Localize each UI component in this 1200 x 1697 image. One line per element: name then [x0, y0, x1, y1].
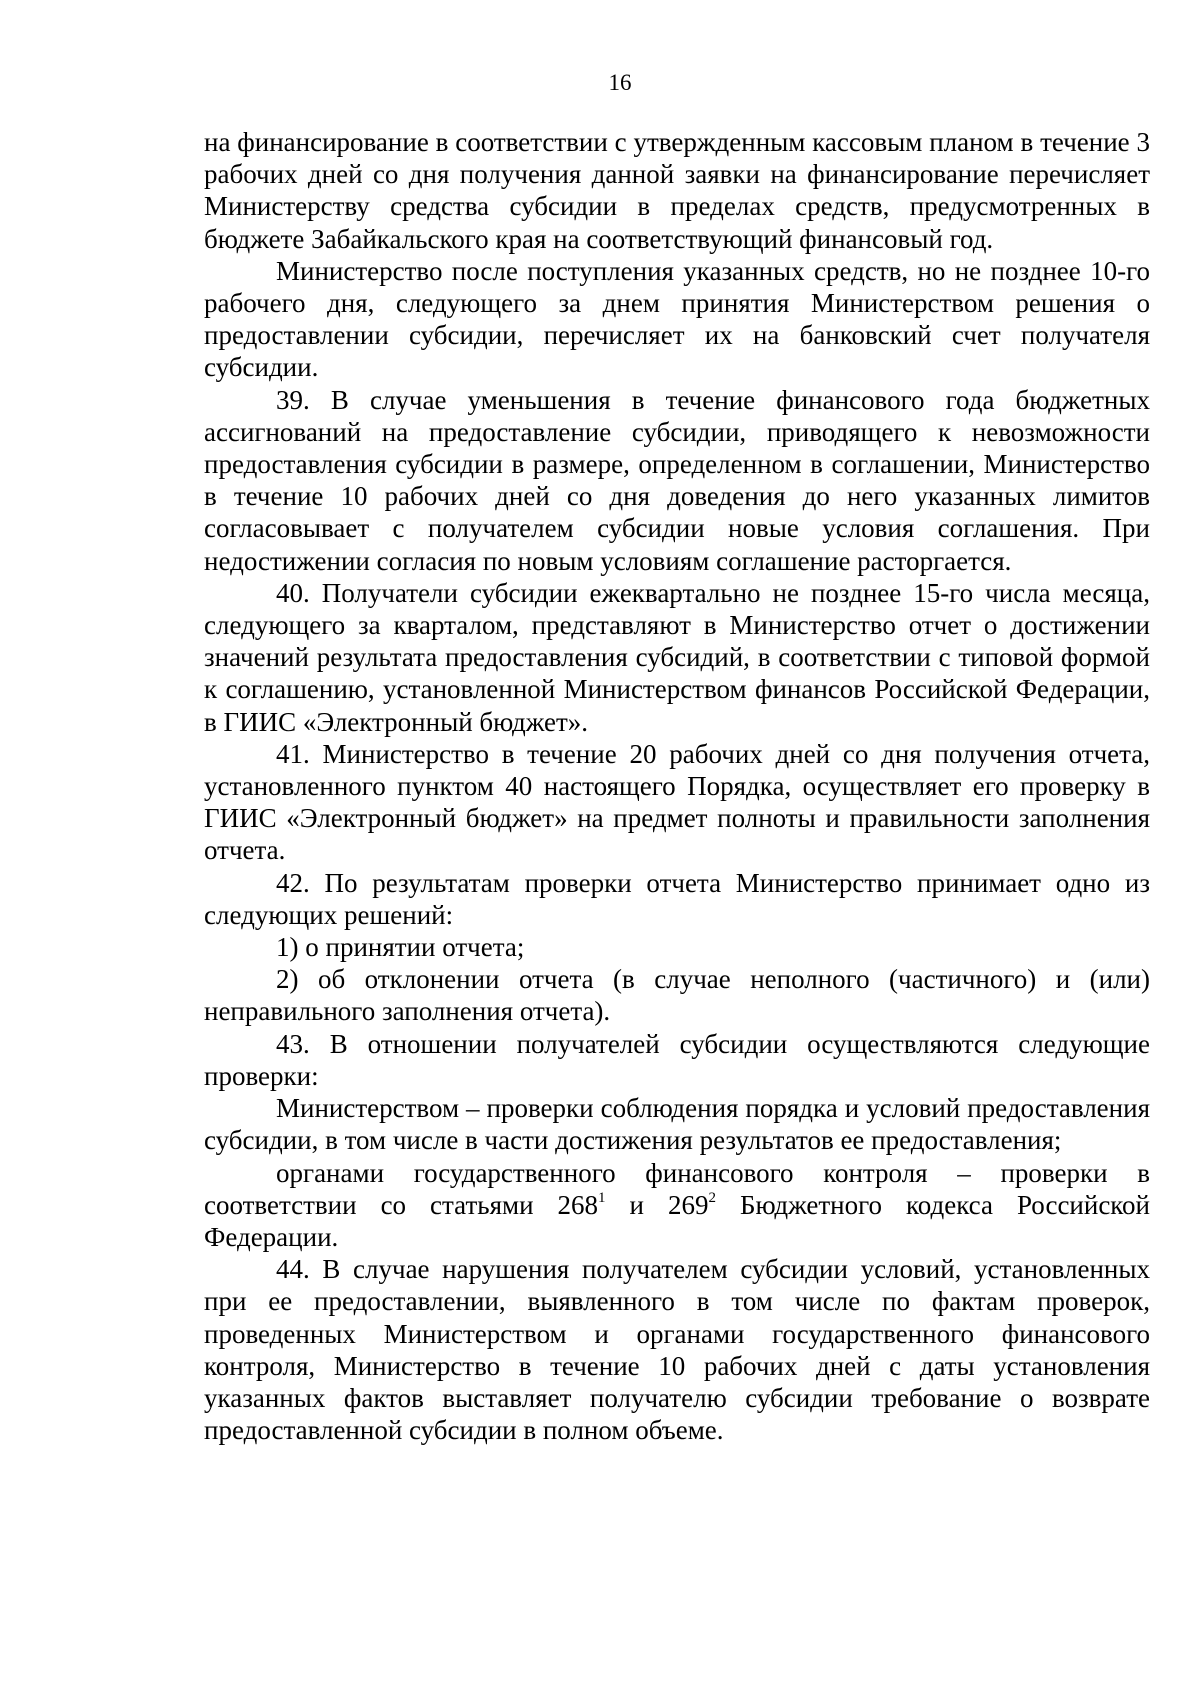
paragraph-42-item-2: 2) об отклонении отчета (в случае неполного (частичного) и (или) неправильного заполнения отчета). — [204, 964, 1150, 1027]
paragraph-42: 42. По результатам проверки отчета Министерство принимает одно из следующих решений: — [204, 867, 1150, 930]
paragraph-43-financial-control — [204, 1157, 1150, 1254]
document-body — [204, 126, 1150, 1446]
paragraph-transfer: Министерство после поступления указанных средств, но не позднее 10-го рабочего дня, следующего за днем принятия Министерством решения о предоставлении субсидии, перечисляет их на банковский счет получателя субсидии. — [204, 255, 1150, 383]
text-segment: органами государственного финансового контроля – проверки в соответствии со статьями 268 — [204, 1157, 1150, 1220]
paragraph-39: 39. В случае уменьшения в течение финансового года бюджетных ассигнований на предоставление субсидии, приводящего к невозможности предоставления субсидии в размере, определенном в соглашении, Министерство в течение 10 рабочих дней со дня доведения до него указанных лимитов согласовывает с получателем субсидии новые условия соглашения. При недостижении согласия по новым условиям соглашение расторгается. — [204, 384, 1150, 576]
paragraph-43: 43. В отношении получателей субсидии осуществляются следующие проверки: — [204, 1028, 1150, 1091]
superscript: 1 — [598, 1189, 606, 1206]
text-segment: Бюджетного кодекса Российской Федерации. — [204, 1189, 1151, 1252]
paragraph-continuation: на финансирование в соответствии с утвержденным кассовым планом в течение 3 рабочих дней со дня получения данной заявки на финансирование перечисляет Министерству средства субсидии в пределах средств, предусмотренных в бюджете Забайкальского края на соответствующий финансовый год. — [204, 127, 1150, 254]
paragraph-43-ministry-checks: Министерством – проверки соблюдения порядка и условий предоставления субсидии, в том числе в части достижения результатов ее предоставления; — [204, 1093, 1150, 1156]
paragraph-41: 41. Министерство в течение 20 рабочих дней со дня получения отчета, установленного пунктом 40 настоящего Порядка, осуществляет его проверку в ГИИС «Электронный бюджет» на предмет полноты и правильности заполнения отчета. — [204, 738, 1150, 866]
paragraph-42-item-1: 1) о принятии отчета; — [276, 932, 525, 963]
page-number: 16 — [608, 70, 632, 95]
text-segment: и 269 — [605, 1189, 709, 1220]
paragraph-40: 40. Получатели субсидии ежеквартально не позднее 15-го числа месяца, следующего за кварталом, представляют в Министерство отчет о достижении значений результата предоставления субсидий, в соответствии с типовой формой к соглашению, установленной Министерством финансов Российской Федерации, в ГИИС «Электронный бюджет». — [204, 577, 1150, 737]
paragraph-44: 44. В случае нарушения получателем субсидии условий, установленных при ее предоставлении, выявленного в том числе по фактам проверок, проведенных Министерством и органами государственного финансового контроля, Министерство в течение 10 рабочих дней с даты установления указанных фактов выставляет получателю субсидии требование о возврате предоставленной субсидии в полном объеме. — [204, 1254, 1150, 1446]
superscript: 2 — [708, 1189, 717, 1206]
